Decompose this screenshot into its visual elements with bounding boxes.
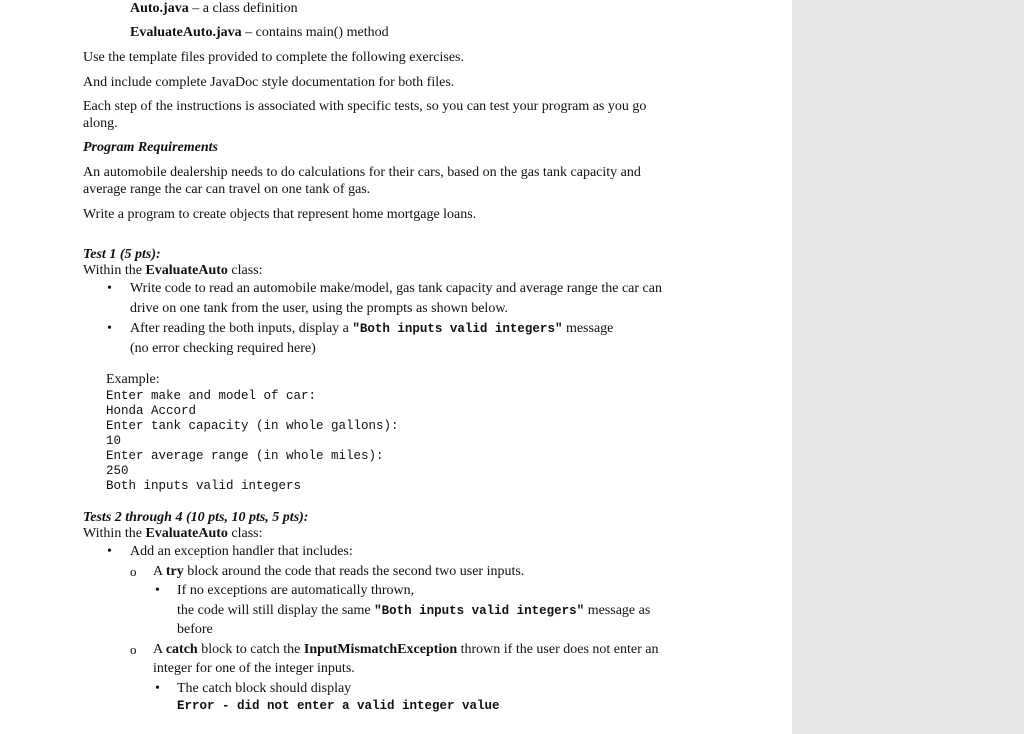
test1-bullet2-line2: (no error checking required here): [130, 341, 316, 356]
requirements-line3: Write a program to create objects that represent home mortgage loans.: [83, 207, 477, 222]
try-line: A try block around the code that reads the second two user inputs.: [153, 564, 525, 579]
bullet-dot: •: [107, 281, 112, 296]
test1-bullet1-line2: drive on one tank from the user, using the prompts as shown below.: [130, 301, 509, 316]
side-panel: [792, 0, 1024, 734]
intro-tests-line1: Each step of the instructions is associated with specific tests, so you can test your program as you go: [83, 99, 647, 114]
file-evaluateauto-line: EvaluateAuto.java – contains main() method: [130, 25, 389, 40]
bullet-dot: •: [155, 583, 160, 598]
bullet-dot: •: [155, 681, 160, 696]
example-line: Enter average range (in whole miles):: [106, 449, 384, 463]
catch-sub-code: Error - did not enter a valid integer value: [177, 699, 500, 713]
example-line: Enter tank capacity (in whole gallons):: [106, 419, 399, 433]
example-line: 250: [106, 464, 129, 478]
file-auto-line: Auto.java – a class definition: [130, 1, 298, 16]
intro-template: Use the template files provided to complete the following exercises.: [83, 50, 464, 65]
example-line: Enter make and model of car:: [106, 389, 317, 403]
try-sub-line1: If no exceptions are automatically thrown,: [177, 583, 415, 598]
bullet-dot: •: [107, 321, 112, 336]
catch-sub-line1: The catch block should display: [177, 681, 352, 696]
tests2-4-heading: Tests 2 through 4 (10 pts, 10 pts, 5 pts):: [83, 510, 309, 525]
example-line: 10: [106, 434, 122, 448]
test1-heading: Test 1 (5 pts):: [83, 247, 161, 262]
tests2-4-bullet: Add an exception handler that includes:: [130, 544, 353, 559]
circle-bullet: o: [130, 564, 137, 579]
circle-bullet: o: [130, 642, 137, 657]
test1-within: Within the EvaluateAuto class:: [83, 263, 263, 278]
requirements-heading: Program Requirements: [83, 140, 218, 155]
bullet-dot: •: [107, 544, 112, 559]
requirements-line1: An automobile dealership needs to do calculations for their cars, based on the gas tank capacity and: [83, 165, 641, 180]
catch-line2: integer for one of the integer inputs.: [153, 661, 355, 676]
try-sub-line3: before: [177, 622, 213, 637]
try-sub-line2: the code will still display the same "Both inputs valid integers" message as: [177, 603, 651, 618]
example-line: Honda Accord: [106, 404, 197, 418]
catch-line1: A catch block to catch the InputMismatchException thrown if the user does not enter an: [153, 642, 659, 657]
intro-javadoc: And include complete JavaDoc style documentation for both files.: [83, 75, 455, 90]
tests2-4-within: Within the EvaluateAuto class:: [83, 526, 263, 541]
example-label: Example:: [106, 372, 160, 387]
example-line: Both inputs valid integers: [106, 479, 302, 493]
test1-bullet1-line1: Write code to read an automobile make/model, gas tank capacity and average range the car can: [130, 281, 662, 296]
intro-tests-line2: along.: [83, 116, 118, 131]
requirements-line2: average range the car can travel on one tank of gas.: [83, 182, 371, 197]
test1-bullet2-line1: After reading the both inputs, display a "Both inputs valid integers" message: [130, 321, 614, 336]
